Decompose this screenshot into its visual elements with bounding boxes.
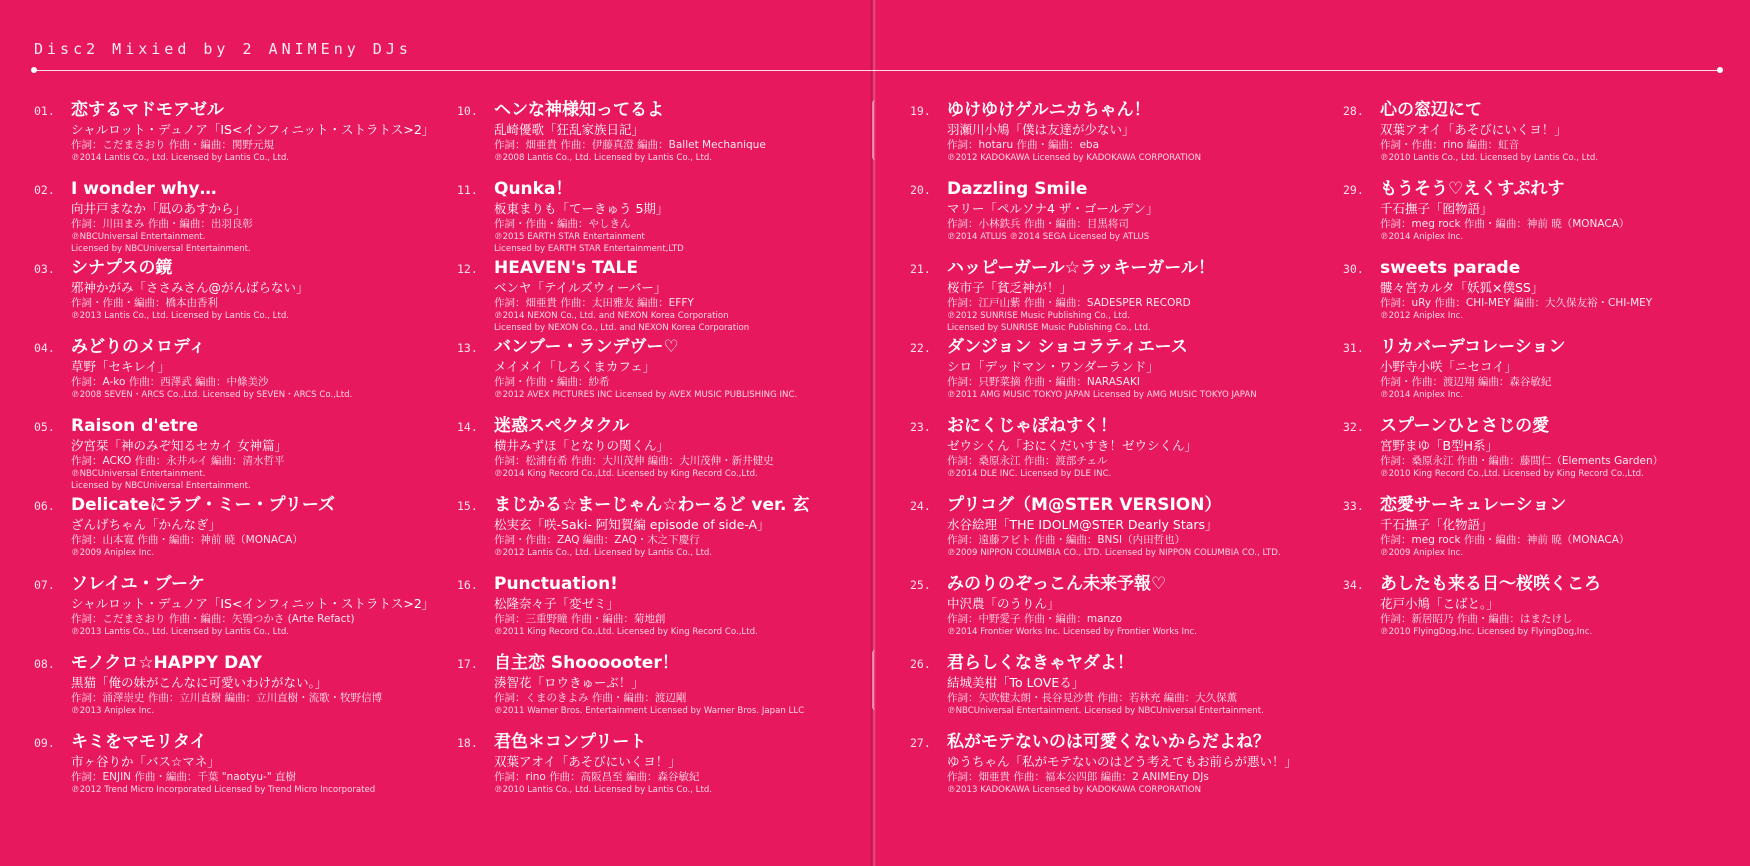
track-artist: 乱崎優歌「狂乱家族日記」 <box>494 122 645 137</box>
track-title: プリコグ（M@STER VERSION） <box>947 495 1222 515</box>
track-entry <box>34 337 434 416</box>
track-copyright: Licensed by NEXON Co., Ltd. and NEXON Korea Corporation <box>494 323 750 333</box>
track-entry <box>457 495 857 574</box>
track-copyright: ℗2010 FlyingDog,Inc. Licensed by FlyingDog,Inc. <box>1380 627 1593 637</box>
track-entry <box>910 495 1310 574</box>
track-entry <box>457 574 857 653</box>
track-number: 17. <box>457 657 478 671</box>
track-number: 09. <box>34 736 55 750</box>
track-number: 34. <box>1343 578 1364 592</box>
track-entry <box>910 732 1310 811</box>
track-number: 10. <box>457 104 478 118</box>
track-artist: ベンヤ「テイルズウィーバー」 <box>494 280 667 295</box>
track-title: Punctuation! <box>494 574 618 594</box>
track-copyright: ℗2011 King Record Co.,Ltd. Licensed by King Record Co.,Ltd. <box>494 627 758 637</box>
track-artist: 羽瀬川小鳩「僕は友達が少ない」 <box>947 122 1135 137</box>
track-number: 14. <box>457 420 478 434</box>
track-number: 03. <box>34 262 55 276</box>
track-entry <box>457 337 857 416</box>
track-credits: 作詞：ACKO 作曲：永井ルイ 編曲：清水哲平 <box>71 455 285 467</box>
track-entry <box>457 100 857 179</box>
track-number: 11. <box>457 183 478 197</box>
track-number: 28. <box>1343 104 1364 118</box>
track-copyright: ℗NBCUniversal Entertainment. Licensed by NBCUniversal Entertainment. <box>947 706 1264 716</box>
header-rule <box>34 70 1720 71</box>
track-artist: ゆうちゃん「私がモテないのはどう考えてもお前らが悪い！」 <box>947 754 1298 769</box>
track-number: 33. <box>1343 499 1364 513</box>
track-copyright: ℗2010 Lantis Co., Ltd. Licensed by Lantis Co., Ltd. <box>494 785 713 795</box>
track-number: 13. <box>457 341 478 355</box>
track-artist: 汐宮栞「神のみぞ知るセカイ 女神篇」 <box>71 438 288 453</box>
track-artist: 千石撫子「囮物語」 <box>1380 201 1493 216</box>
track-copyright: Licensed by NBCUniversal Entertainment. <box>71 481 251 491</box>
track-credits: 作詞：桑原永江 作曲：渡部チェル <box>947 455 1108 467</box>
track-number: 27. <box>910 736 931 750</box>
track-artist: 板東まりも「てーきゅう 5期」 <box>494 201 669 216</box>
track-credits: 作詞：ENJIN 作曲・編曲：千葉 "naotyu-" 直樹 <box>71 771 296 783</box>
track-credits: 作詞：hotaru 作曲・編曲：eba <box>947 139 1099 151</box>
track-credits: 作詞：川田まみ 作曲・編曲：出羽良彰 <box>71 218 253 230</box>
track-copyright: ℗2012 Trend Micro Incorporated Licensed by Trend Micro Incorporated <box>71 785 376 795</box>
track-entry <box>910 416 1310 495</box>
track-entry <box>1343 337 1743 416</box>
track-title: 恋愛サーキュレーション <box>1380 495 1567 515</box>
track-number: 05. <box>34 420 55 434</box>
track-credits: 作詞・作曲・編曲：橋本由香利 <box>71 297 218 309</box>
track-title: あしたも来る日～桜咲くころ <box>1380 574 1601 594</box>
track-credits: 作詞・作曲：ZAQ 編曲：ZAQ・木之下慶行 <box>494 534 700 546</box>
track-title: 心の窓辺にて <box>1380 100 1482 120</box>
track-copyright: ℗2013 Lantis Co., Ltd. Licensed by Lantis Co., Ltd. <box>71 627 290 637</box>
track-title: キミをマモリタイ <box>71 732 207 752</box>
track-copyright: Licensed by SUNRISE Music Publishing Co., Ltd. <box>947 323 1151 333</box>
track-credits: 作詞・作曲：渡辺翔 編曲：森谷敏紀 <box>1380 376 1552 388</box>
track-entry <box>910 179 1310 258</box>
track-artist: 邪神かがみ「ささみさん@がんばらない」 <box>71 280 309 295</box>
track-credits: 作詞：rino 作曲：高阪昌至 編曲：森谷敏紀 <box>494 771 700 783</box>
track-artist: 桜市子「貧乏神が！」 <box>947 280 1073 295</box>
track-credits: 作詞：桑原永江 作曲・編曲：藤間仁（Elements Garden） <box>1380 455 1664 467</box>
track-number: 01. <box>34 104 55 118</box>
track-title: モノクロ☆HAPPY DAY <box>71 653 263 673</box>
track-copyright: ℗2014 Lantis Co., Ltd. Licensed by Lantis Co., Ltd. <box>71 153 290 163</box>
track-copyright: ℗2013 Aniplex Inc. <box>71 706 155 716</box>
track-artist: 花戸小鳩「こばと。」 <box>1380 596 1499 611</box>
track-entry <box>34 653 434 732</box>
track-entry <box>34 258 434 337</box>
track-credits: 作詞：小林鉄兵 作曲・編曲：目黒将司 <box>947 218 1129 230</box>
track-number: 07. <box>34 578 55 592</box>
track-credits: 作詞：只野菜摘 作曲・編曲：NARASAKI <box>947 376 1140 388</box>
track-artist: 黒猫「俺の妹がこんなに可愛いわけがない。」 <box>71 675 328 690</box>
track-number: 25. <box>910 578 931 592</box>
track-entry <box>34 495 434 574</box>
track-credits: 作詞：松浦有希 作曲：大川茂伸 編曲：大川茂伸・新井健史 <box>494 455 774 467</box>
track-copyright: ℗2012 KADOKAWA Licensed by KADOKAWA CORPORATION <box>947 153 1202 163</box>
track-entry <box>910 258 1310 337</box>
track-entry <box>1343 574 1743 653</box>
track-entry <box>1343 179 1743 258</box>
track-credits: 作詞・作曲・編曲：紗希 <box>494 376 610 388</box>
track-artist: 双葉アオイ「あそびにいくヨ！」 <box>1380 122 1567 137</box>
track-entry <box>457 416 857 495</box>
track-artist: 千石撫子「化物語」 <box>1380 517 1493 532</box>
track-artist: 髏々宮カルタ「妖狐×僕SS」 <box>1380 280 1544 295</box>
track-title: ソレイユ・ブーケ <box>71 574 205 594</box>
track-title: シナプスの鏡 <box>71 258 173 278</box>
track-title: ゆけゆけゲルニカちゃん！ <box>947 100 1151 120</box>
track-title: リカバーデコレーション <box>1380 337 1566 357</box>
track-credits: 作詞：三重野瞳 作曲・編曲：菊地創 <box>494 613 666 625</box>
track-copyright: ℗2014 Aniplex Inc. <box>1380 390 1464 400</box>
track-artist: 双葉アオイ「あそびにいくヨ！」 <box>494 754 681 769</box>
track-title: Qunka！ <box>494 179 573 199</box>
track-copyright: ℗NBCUniversal Entertainment. <box>71 469 206 479</box>
track-artist: 宮野まゆ「B型H系」 <box>1380 438 1498 453</box>
track-artist: シロ「デッドマン・ワンダーランド」 <box>947 359 1159 374</box>
track-entry <box>457 179 857 258</box>
track-credits: 作詞：山本寛 作曲・編曲：神前 暁（MONACA） <box>71 534 303 546</box>
disc-title: Disc2 Mixied by 2 ANIMEny DJs <box>34 40 412 58</box>
tracklist-column-4 <box>1343 100 1743 653</box>
track-credits: 作詞：meg rock 作曲・編曲：神前 暁（MONACA） <box>1380 534 1630 546</box>
track-entry <box>910 337 1310 416</box>
track-entry <box>910 653 1310 732</box>
track-artist: 小野寺小咲「ニセコイ」 <box>1380 359 1518 374</box>
track-credits: 作詞：新居昭乃 作曲・編曲：はまたけし <box>1380 613 1573 625</box>
track-entry <box>34 574 434 653</box>
track-title: Delicateにラブ・ミー・プリーズ <box>71 495 335 515</box>
track-entry <box>457 653 857 732</box>
track-copyright: ℗2009 Aniplex Inc. <box>71 548 155 558</box>
track-entry <box>1343 416 1743 495</box>
track-title: ハッピーガール☆ラッキーガール！ <box>947 258 1215 278</box>
track-number: 19. <box>910 104 931 118</box>
track-title: Dazzling Smile <box>947 179 1088 199</box>
track-number: 24. <box>910 499 931 513</box>
track-copyright: ℗2011 AMG MUSIC TOKYO JAPAN Licensed by AMG MUSIC TOKYO JAPAN <box>947 390 1257 400</box>
track-copyright: Licensed by NBCUniversal Entertainment. <box>71 244 251 254</box>
track-title: 自主恋 Shoooooter！ <box>494 653 679 673</box>
track-copyright: ℗2012 Aniplex Inc. <box>1380 311 1464 321</box>
track-copyright: ℗2015 EARTH STAR Entertainment <box>494 232 645 242</box>
track-copyright: ℗2010 Lantis Co., Ltd. Licensed by Lantis Co., Ltd. <box>1380 153 1599 163</box>
track-entry <box>457 258 857 337</box>
tracklist-column-2 <box>457 100 857 811</box>
track-credits: 作詞：A-ko 作曲：西澤武 編曲：中條美沙 <box>71 376 269 388</box>
staple-mark <box>872 100 878 160</box>
track-artist: 市ヶ谷りか「バス☆マネ」 <box>71 754 220 769</box>
track-number: 15. <box>457 499 478 513</box>
track-copyright: ℗2012 Lantis Co., Ltd. Licensed by Lantis Co., Ltd. <box>494 548 713 558</box>
track-title: もうそう♡えくすぷれす <box>1380 179 1565 199</box>
track-copyright: ℗2014 NEXON Co., Ltd. and NEXON Korea Corporation <box>494 311 729 321</box>
track-entry <box>1343 495 1743 574</box>
track-title: sweets parade <box>1380 258 1521 278</box>
track-copyright: ℗NBCUniversal Entertainment. <box>71 232 206 242</box>
track-entry <box>34 416 434 495</box>
track-credits: 作詞：畑亜貴 作曲：伊藤真澄 編曲：Ballet Mechanique <box>494 139 766 151</box>
track-artist: 松隆奈々子「変ゼミ」 <box>494 596 620 611</box>
track-artist: シャルロット・デュノア「IS<インフィニット・ストラトス>2」 <box>71 122 435 137</box>
track-title: スプーンひとさじの愛 <box>1380 416 1550 436</box>
track-credits: 作詞：meg rock 作曲・編曲：神前 暁（MONACA） <box>1380 218 1630 230</box>
track-credits: 作詞・作曲：rino 編曲：虹音 <box>1380 139 1520 151</box>
track-artist: メイメイ「しろくまカフェ」 <box>494 359 656 374</box>
track-artist: 横井みずほ「となりの関くん」 <box>494 438 670 453</box>
track-artist: マリー「ペルソナ4 ザ・ゴールデン」 <box>947 201 1159 216</box>
track-copyright: Licensed by EARTH STAR Entertainment,LTD <box>494 244 684 254</box>
track-entry <box>1343 100 1743 179</box>
track-artist: 水谷絵理「THE IDOLM@STER Dearly Stars」 <box>947 517 1218 532</box>
track-artist: 松実玄「咲-Saki- 阿知賀編 episode of side-A」 <box>494 517 770 532</box>
track-copyright: ℗2009 NIPPON COLUMBIA CO., LTD. Licensed by NIPPON COLUMBIA CO., LTD. <box>947 548 1281 558</box>
track-copyright: ℗2010 King Record Co.,Ltd. Licensed by King Record Co.,Ltd. <box>1380 469 1644 479</box>
track-title: ダンジョン ショコラティエース <box>947 337 1188 357</box>
track-title: まじかる☆まーじゃん☆わーるど ver. 玄 <box>494 495 810 515</box>
track-title: 私がモテないのは可愛くないからだよね？ <box>947 732 1270 752</box>
track-entry <box>910 574 1310 653</box>
track-title: I wonder why… <box>71 179 217 199</box>
track-copyright: ℗2012 SUNRISE Music Publishing Co., Ltd. <box>947 311 1130 321</box>
track-number: 23. <box>910 420 931 434</box>
track-number: 31. <box>1343 341 1364 355</box>
track-entry <box>34 100 434 179</box>
track-credits: 作詞：畑亜貴 作曲：太田雅友 編曲：EFFY <box>494 297 694 309</box>
track-number: 32. <box>1343 420 1364 434</box>
track-title: Raison d'etre <box>71 416 199 436</box>
track-credits: 作詞：uRy 作曲：CHI-MEY 編曲：大久保友裕・CHI-MEY <box>1380 297 1653 309</box>
track-title: バンブー・ランデヴー♡ <box>494 337 679 357</box>
tracklist-column-1 <box>34 100 434 811</box>
track-credits: 作詞：矢吹健太朗・長谷見沙貴 作曲：若林充 編曲：大久保薫 <box>947 692 1238 704</box>
track-number: 30. <box>1343 262 1364 276</box>
track-title: みどりのメロディ <box>71 337 206 357</box>
track-credits: 作詞：遠藤フビト 作曲・編曲：BNSI（内田哲也） <box>947 534 1186 546</box>
track-title: HEAVEN's TALE <box>494 258 638 278</box>
track-credits: 作詞：涌澤崇史 作曲：立川直樹 編曲：立川直樹・流歌・牧野信博 <box>71 692 383 704</box>
track-copyright: ℗2008 Lantis Co., Ltd. Licensed by Lantis Co., Ltd. <box>494 153 713 163</box>
track-number: 02. <box>34 183 55 197</box>
track-number: 20. <box>910 183 931 197</box>
track-credits: 作詞：畑亜貴 作曲：福本公四郎 編曲：2 ANIMEny DJs <box>947 771 1209 783</box>
track-number: 22. <box>910 341 931 355</box>
track-credits: 作詞：江戸山紫 作曲・編曲：SADESPER RECORD <box>947 297 1191 309</box>
track-entry <box>1343 258 1743 337</box>
track-title: おにくじゃぽねすく！ <box>947 416 1117 436</box>
track-title: 恋するマドモアゼル <box>71 100 224 120</box>
track-artist: シャルロット・デュノア「IS<インフィニット・ストラトス>2」 <box>71 596 435 611</box>
track-copyright: ℗2011 Warner Bros. Entertainment Licensed by Warner Bros. Japan LLC <box>494 706 805 716</box>
track-number: 04. <box>34 341 55 355</box>
track-copyright: ℗2014 King Record Co.,Ltd. Licensed by King Record Co.,Ltd. <box>494 469 758 479</box>
track-copyright: ℗2014 DLE INC. Licensed by DLE INC. <box>947 469 1112 479</box>
track-number: 29. <box>1343 183 1364 197</box>
track-title: みのりのぞっこん未来予報♡ <box>947 574 1167 594</box>
track-number: 18. <box>457 736 478 750</box>
track-copyright: ℗2012 AVEX PICTURES INC Licensed by AVEX MUSIC PUBLISHING INC. <box>494 390 798 400</box>
track-number: 06. <box>34 499 55 513</box>
track-artist: 結城美柑「To LOVEる」 <box>947 675 1085 690</box>
track-copyright: ℗2014 Frontier Works Inc. Licensed by Frontier Works Inc. <box>947 627 1197 637</box>
track-copyright: ℗2013 KADOKAWA Licensed by KADOKAWA CORPORATION <box>947 785 1202 795</box>
track-artist: 湊智花「ロウきゅーぶ！」 <box>494 675 644 690</box>
track-credits: 作詞・作曲・編曲：やしきん <box>494 218 631 230</box>
track-number: 08. <box>34 657 55 671</box>
track-copyright: ℗2014 Aniplex Inc. <box>1380 232 1464 242</box>
track-copyright: ℗2013 Lantis Co., Ltd. Licensed by Lantis Co., Ltd. <box>71 311 290 321</box>
track-artist: 向井戸まなか「凪のあすから」 <box>71 201 247 216</box>
track-credits: 作詞：こだまさおり 作曲・編曲：関野元規 <box>71 139 274 151</box>
track-artist: ざんげちゃん「かんなぎ」 <box>71 517 222 532</box>
track-entry <box>457 732 857 811</box>
track-title: 迷惑スペクタクル <box>494 416 630 436</box>
track-artist: ゼウシくん「おにくだいすき！ゼウシくん」 <box>947 438 1198 453</box>
track-number: 21. <box>910 262 931 276</box>
staple-mark <box>872 650 878 710</box>
track-number: 12. <box>457 262 478 276</box>
track-entry <box>34 732 434 811</box>
track-entry <box>910 100 1310 179</box>
track-credits: 作詞：こだまさおり 作曲・編曲：矢鴇つかさ (Arte Refact) <box>71 613 355 625</box>
track-artist: 中沢農「のうりん」 <box>947 596 1060 611</box>
track-credits: 作詞：中野愛子 作曲・編曲：manzo <box>947 613 1123 625</box>
track-entry <box>34 179 434 258</box>
track-title: 君色＊コンプリート <box>494 732 647 752</box>
track-artist: 草野「セキレイ」 <box>71 359 171 374</box>
tracklist-column-3 <box>910 100 1310 811</box>
track-title: 君らしくなきゃヤダよ！ <box>947 653 1134 673</box>
track-copyright: ℗2014 ATLUS ℗2014 SEGA Licensed by ATLUS <box>947 232 1150 242</box>
track-number: 16. <box>457 578 478 592</box>
track-copyright: ℗2008 SEVEN・ARCS Co.,Ltd. Licensed by SEVEN・ARCS Co.,Ltd. <box>71 390 353 400</box>
track-credits: 作詞：くまのきよみ 作曲・編曲：渡辺剛 <box>494 692 687 704</box>
track-number: 26. <box>910 657 931 671</box>
track-title: ヘンな神様知ってるよ <box>494 100 664 120</box>
track-copyright: ℗2009 Aniplex Inc. <box>1380 548 1464 558</box>
